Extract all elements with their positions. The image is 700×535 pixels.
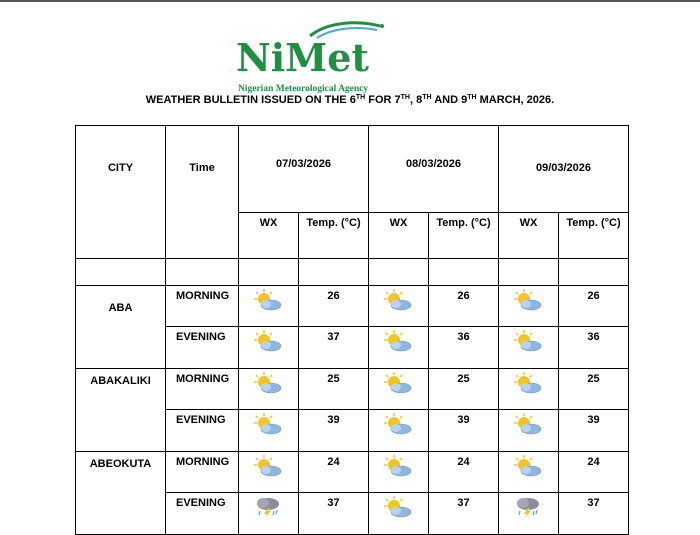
- wx-cell: [499, 286, 559, 327]
- wx-cell: [239, 286, 299, 327]
- sunny-cloudy-icon: [383, 371, 413, 395]
- spacer-row: [76, 259, 629, 286]
- wx-cell: [499, 410, 559, 452]
- wx-cell: [369, 286, 429, 327]
- sunny-cloudy-icon: [513, 454, 543, 478]
- sunny-cloudy-icon: [253, 288, 283, 312]
- sunny-cloudy-icon: [383, 495, 413, 519]
- wx-cell: [369, 493, 429, 535]
- temperature-value: 37: [429, 493, 499, 535]
- wx-header: WX: [239, 213, 299, 259]
- wx-cell: [499, 369, 559, 410]
- table-row: [76, 452, 629, 493]
- temperature-value: 25: [559, 369, 629, 410]
- temperature-value: 26: [299, 286, 369, 327]
- sunny-cloudy-icon: [513, 288, 543, 312]
- wx-cell: [369, 452, 429, 493]
- sunny-cloudy-icon: [253, 412, 283, 436]
- wx-cell: [239, 369, 299, 410]
- date-header-3: 09/03/2026: [499, 126, 629, 213]
- nimet-logo: [232, 18, 392, 94]
- bulletin-title: WEATHER BULLETIN ISSUED ON THE 6TH FOR 7TH, 8TH AND 9TH MARCH, 2026.: [145, 94, 555, 106]
- temperature-value: 24: [429, 452, 499, 493]
- thunderstorm-icon: [513, 495, 543, 519]
- temperature-value: 24: [559, 452, 629, 493]
- wx-cell: [369, 369, 429, 410]
- table-row: [76, 286, 629, 327]
- thunderstorm-icon: [253, 495, 283, 519]
- city-name: ABEOKUTA: [76, 452, 166, 535]
- weather-table: [75, 125, 629, 535]
- temperature-value: 39: [559, 410, 629, 452]
- logo-wordmark: NiMet: [236, 35, 369, 80]
- wx-header: WX: [369, 213, 429, 259]
- temperature-value: 37: [299, 493, 369, 535]
- wx-cell: [499, 493, 559, 535]
- sunny-cloudy-icon: [383, 329, 413, 353]
- sunny-cloudy-icon: [513, 329, 543, 353]
- time-period: EVENING: [166, 410, 239, 452]
- temperature-value: 26: [429, 286, 499, 327]
- date-header-2: 08/03/2026: [369, 126, 499, 213]
- temperature-value: 24: [299, 452, 369, 493]
- temp-header: Temp. (°C): [559, 213, 629, 259]
- wx-cell: [369, 327, 429, 369]
- wx-cell: [499, 327, 559, 369]
- time-period: MORNING: [166, 369, 239, 410]
- time-period: EVENING: [166, 327, 239, 369]
- sunny-cloudy-icon: [253, 454, 283, 478]
- wx-cell: [239, 410, 299, 452]
- wx-cell: [499, 452, 559, 493]
- temperature-value: 39: [429, 410, 499, 452]
- sunny-cloudy-icon: [383, 412, 413, 436]
- header-row-dates: [76, 126, 629, 213]
- sunny-cloudy-icon: [253, 371, 283, 395]
- wx-cell: [239, 452, 299, 493]
- wx-cell: [239, 493, 299, 535]
- wx-header: WX: [499, 213, 559, 259]
- city-name: ABAKALIKI: [76, 369, 166, 452]
- top-border: [0, 0, 700, 2]
- temperature-value: 37: [559, 493, 629, 535]
- temp-header: Temp. (°C): [299, 213, 369, 259]
- sunny-cloudy-icon: [383, 288, 413, 312]
- temperature-value: 25: [299, 369, 369, 410]
- sunny-cloudy-icon: [383, 454, 413, 478]
- temperature-value: 36: [559, 327, 629, 369]
- time-period: EVENING: [166, 493, 239, 535]
- city-rows: [76, 286, 629, 535]
- temperature-value: 25: [429, 369, 499, 410]
- temperature-value: 26: [559, 286, 629, 327]
- table-row: [76, 369, 629, 410]
- temperature-value: 39: [299, 410, 369, 452]
- wx-cell: [239, 327, 299, 369]
- time-period: MORNING: [166, 452, 239, 493]
- temp-header: Temp. (°C): [429, 213, 499, 259]
- city-name: ABA: [76, 286, 166, 369]
- temperature-value: 37: [299, 327, 369, 369]
- city-header: CITY: [76, 126, 166, 259]
- time-header: Time: [166, 126, 239, 259]
- time-period: MORNING: [166, 286, 239, 327]
- date-header-1: 07/03/2026: [239, 126, 369, 213]
- logo-subtitle: Nigerian Meteorological Agency: [238, 84, 369, 94]
- sunny-cloudy-icon: [253, 329, 283, 353]
- sunny-cloudy-icon: [513, 412, 543, 436]
- sunny-cloudy-icon: [513, 371, 543, 395]
- wx-cell: [369, 410, 429, 452]
- temperature-value: 36: [429, 327, 499, 369]
